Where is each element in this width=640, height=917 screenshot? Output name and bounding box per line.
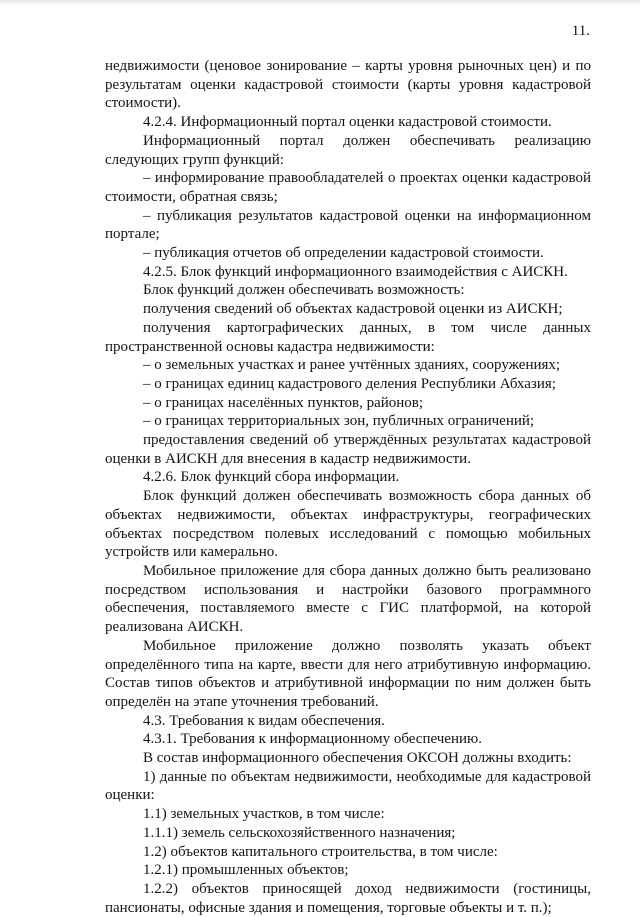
paragraph: Мобильное приложение должно позволять указать объект определённого типа на карте, ввести для него атрибутивную информацию. Состав типов объектов и атрибутивной информации по ним должен быть определён на этапе уточнения требований.: [105, 637, 591, 710]
paragraph: 1.1) земельных участков, в том числе:: [143, 806, 385, 823]
paragraph: Блок функций должен обеспечивать возможность:: [143, 282, 465, 299]
paragraph: недвижимости (ценовое зонирование – карты уровня рыночных цен) и по результатам оценки кадастровой стоимости (карты уровня кадастровой стоимости).: [105, 58, 591, 112]
scan-top-edge: [0, 0, 640, 6]
paragraph: – о границах населённых пунктов, районов;: [143, 394, 424, 411]
page-number: 11.: [571, 23, 590, 39]
paragraph: 4.3. Требования к видам обеспечения.: [143, 712, 385, 729]
paragraph: – о границах территориальных зон, публичных ограничений;: [143, 413, 535, 430]
paragraph: – о земельных участках и ранее учтённых зданиях, сооружениях;: [143, 357, 561, 374]
document-body: [105, 57, 591, 917]
paragraph: 1.2.2) объектов приносящей доход недвижимости (гостиницы, пансионаты, офисные здания и помещения, торговые объекты и т. п.);: [105, 880, 591, 916]
paragraph: 4.2.6. Блок функций сбора информации.: [143, 469, 400, 486]
paragraph: Мобильное приложение для сбора данных должно быть реализовано посредством использования и настройки базового программного обеспечения, поставляемого вместе с ГИС платформой, на которой реализована АИСКН.: [105, 562, 591, 636]
paragraph: получения картографических данных, в том числе данных пространственной основы кадастра недвижимости:: [105, 319, 591, 355]
paragraph: Блок функций должен обеспечивать возможность сбора данных об объектах недвижимости, объектах инфраструктуры, географических объектах посредством полевых исследований с помощью мобильных устройств или камерально.: [105, 488, 591, 561]
paragraph: – публикация результатов кадастровой оценки на информационном портале;: [105, 207, 591, 243]
paragraph: 1.1.1) земель сельскохозяйственного назначения;: [143, 824, 456, 841]
paragraph: 4.3.1. Требования к информационному обеспечению.: [143, 731, 482, 748]
paragraph: 1) данные по объектам недвижимости, необходимые для кадастровой оценки:: [105, 768, 591, 804]
paragraph: 1.2) объектов капитального строительства, в том числе:: [143, 843, 498, 860]
paragraph: 4.2.4. Информационный портал оценки кадастровой стоимости.: [143, 114, 552, 131]
paragraph: В состав информационного обеспечения ОКСОН должны входить:: [143, 750, 572, 767]
paragraph: 1.2.1) промышленных объектов;: [143, 862, 349, 879]
paragraph: предоставления сведений об утверждённых результатах кадастровой оценки в АИСКН для внесения в кадастр недвижимости.: [105, 432, 591, 467]
paragraph: – публикация отчетов об определении кадастровой стоимости.: [143, 245, 544, 262]
paragraph: 4.2.5. Блок функций информационного взаимодействия с АИСКН.: [143, 263, 568, 280]
paragraph: следующих групп функций:: [105, 151, 284, 168]
paragraph: получения сведений об объектах кадастровой оценки из АИСКН;: [143, 301, 563, 318]
paragraph: – информирование правообладателей о проектах оценки кадастровой стоимости, обратная связь;: [105, 170, 591, 205]
paragraph: Информационный портал должен обеспечивать реализацию: [143, 132, 591, 149]
paragraph: – о границах единиц кадастрового деления Республики Абхазия;: [143, 375, 556, 392]
